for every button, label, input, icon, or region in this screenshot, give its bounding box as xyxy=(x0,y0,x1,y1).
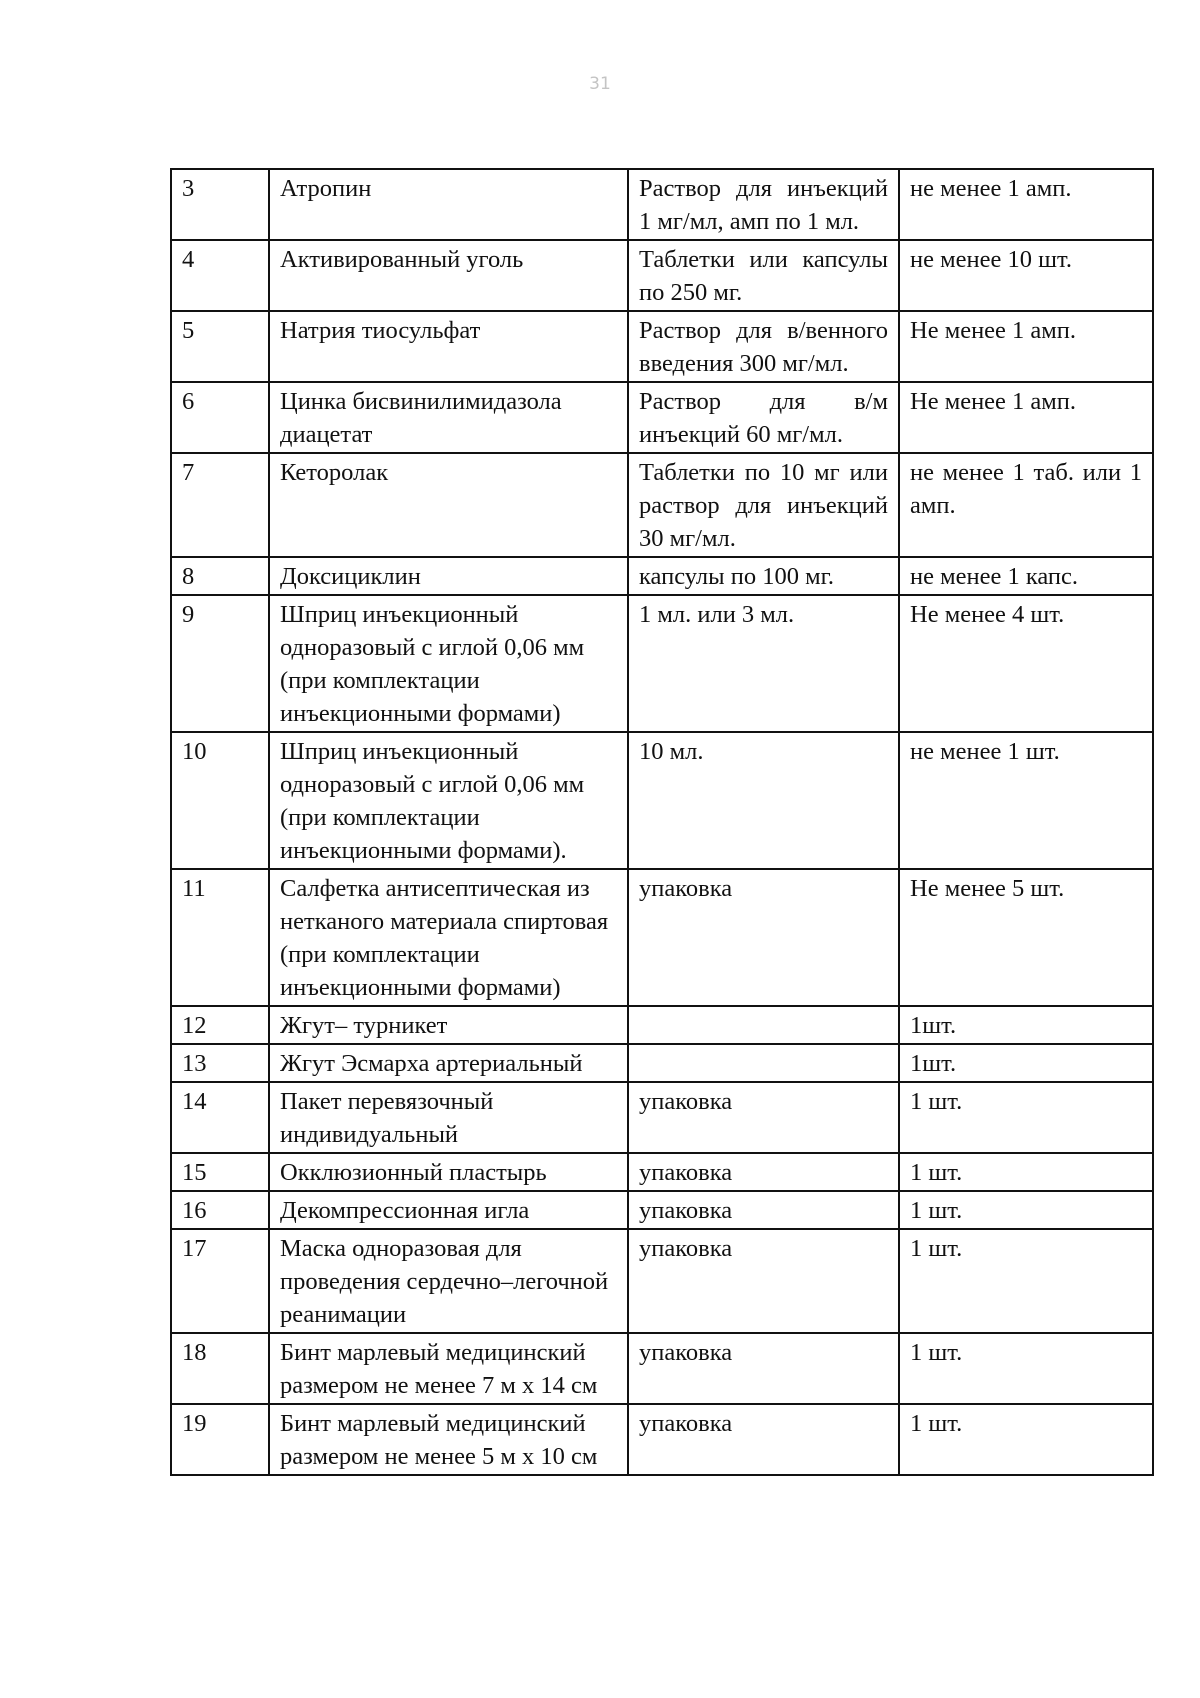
table-row xyxy=(171,732,1153,869)
item-quantity: 1шт. xyxy=(899,1044,1153,1082)
item-quantity: 1шт. xyxy=(899,1006,1153,1044)
table-row xyxy=(171,1044,1153,1082)
row-number: 12 xyxy=(171,1006,269,1044)
table-row xyxy=(171,169,1153,240)
row-number: 19 xyxy=(171,1404,269,1475)
item-name: Шприц инъекционный одноразовый с иглой 0,06 мм (при комплектации инъекционными формами) xyxy=(269,595,628,732)
row-number: 5 xyxy=(171,311,269,382)
item-name: Маска одноразовая для проведения сердечно–легочной реанимации xyxy=(269,1229,628,1333)
item-quantity: не менее 1 таб. или 1 амп. xyxy=(899,453,1153,557)
item-quantity: 1 шт. xyxy=(899,1191,1153,1229)
table-row xyxy=(171,382,1153,453)
table-row xyxy=(171,869,1153,1006)
item-form: Раствор для инъекций 1 мг/мл, амп по 1 мл. xyxy=(628,169,899,240)
table-row xyxy=(171,1333,1153,1404)
item-name: Салфетка антисептическая из нетканого материала спиртовая (при комплектации инъекционными формами) xyxy=(269,869,628,1006)
item-name: Бинт марлевый медицинский размером не менее 7 м х 14 см xyxy=(269,1333,628,1404)
row-number: 3 xyxy=(171,169,269,240)
item-name: Атропин xyxy=(269,169,628,240)
item-quantity: Не менее 1 амп. xyxy=(899,311,1153,382)
item-name: Декомпрессионная игла xyxy=(269,1191,628,1229)
item-quantity: не менее 1 амп. xyxy=(899,169,1153,240)
item-quantity: не менее 1 капс. xyxy=(899,557,1153,595)
table-row xyxy=(171,311,1153,382)
item-name: Окклюзионный пластырь xyxy=(269,1153,628,1191)
item-quantity: 1 шт. xyxy=(899,1229,1153,1333)
item-name: Жгут Эсмарха артериальный xyxy=(269,1044,628,1082)
item-form: упаковка xyxy=(628,1191,899,1229)
item-quantity: Не менее 1 амп. xyxy=(899,382,1153,453)
item-form: упаковка xyxy=(628,1333,899,1404)
item-quantity: Не менее 5 шт. xyxy=(899,869,1153,1006)
table-row xyxy=(171,557,1153,595)
item-form xyxy=(628,1044,899,1082)
page-number: 31 xyxy=(589,74,611,94)
table-row xyxy=(171,1153,1153,1191)
item-form: Таблетки по 10 мг или раствор для инъекций 30 мг/мл. xyxy=(628,453,899,557)
supplies-table xyxy=(170,168,1154,1476)
item-form: Раствор для в/м инъекций 60 мг/мл. xyxy=(628,382,899,453)
item-quantity: Не менее 4 шт. xyxy=(899,595,1153,732)
row-number: 10 xyxy=(171,732,269,869)
table-row xyxy=(171,240,1153,311)
row-number: 8 xyxy=(171,557,269,595)
row-number: 9 xyxy=(171,595,269,732)
item-quantity: 1 шт. xyxy=(899,1153,1153,1191)
item-form: 1 мл. или 3 мл. xyxy=(628,595,899,732)
row-number: 13 xyxy=(171,1044,269,1082)
item-form: капсулы по 100 мг. xyxy=(628,557,899,595)
item-form: упаковка xyxy=(628,1229,899,1333)
row-number: 15 xyxy=(171,1153,269,1191)
table-row xyxy=(171,1082,1153,1153)
item-form: упаковка xyxy=(628,1404,899,1475)
table-row xyxy=(171,453,1153,557)
item-form: упаковка xyxy=(628,869,899,1006)
item-name: Бинт марлевый медицинский размером не менее 5 м х 10 см xyxy=(269,1404,628,1475)
row-number: 14 xyxy=(171,1082,269,1153)
row-number: 17 xyxy=(171,1229,269,1333)
item-form: Таблетки или капсулы по 250 мг. xyxy=(628,240,899,311)
item-quantity: 1 шт. xyxy=(899,1333,1153,1404)
item-form: упаковка xyxy=(628,1082,899,1153)
row-number: 7 xyxy=(171,453,269,557)
table-row xyxy=(171,595,1153,732)
item-name: Активированный уголь xyxy=(269,240,628,311)
item-quantity: не менее 10 шт. xyxy=(899,240,1153,311)
item-name: Жгут– турникет xyxy=(269,1006,628,1044)
table-row xyxy=(171,1006,1153,1044)
item-form: упаковка xyxy=(628,1153,899,1191)
item-form: Раствор для в/венного введения 300 мг/мл. xyxy=(628,311,899,382)
item-quantity: не менее 1 шт. xyxy=(899,732,1153,869)
item-name: Цинка бисвинилимидазола диацетат xyxy=(269,382,628,453)
table-row xyxy=(171,1229,1153,1333)
item-quantity: 1 шт. xyxy=(899,1082,1153,1153)
item-form: 10 мл. xyxy=(628,732,899,869)
item-name: Доксициклин xyxy=(269,557,628,595)
row-number: 6 xyxy=(171,382,269,453)
row-number: 16 xyxy=(171,1191,269,1229)
item-name: Шприц инъекционный одноразовый с иглой 0,06 мм (при комплектации инъекционными формами). xyxy=(269,732,628,869)
table-row xyxy=(171,1404,1153,1475)
row-number: 4 xyxy=(171,240,269,311)
item-quantity: 1 шт. xyxy=(899,1404,1153,1475)
item-form xyxy=(628,1006,899,1044)
item-name: Натрия тиосульфат xyxy=(269,311,628,382)
table-row xyxy=(171,1191,1153,1229)
row-number: 11 xyxy=(171,869,269,1006)
item-name: Кеторолак xyxy=(269,453,628,557)
row-number: 18 xyxy=(171,1333,269,1404)
item-name: Пакет перевязочный индивидуальный xyxy=(269,1082,628,1153)
